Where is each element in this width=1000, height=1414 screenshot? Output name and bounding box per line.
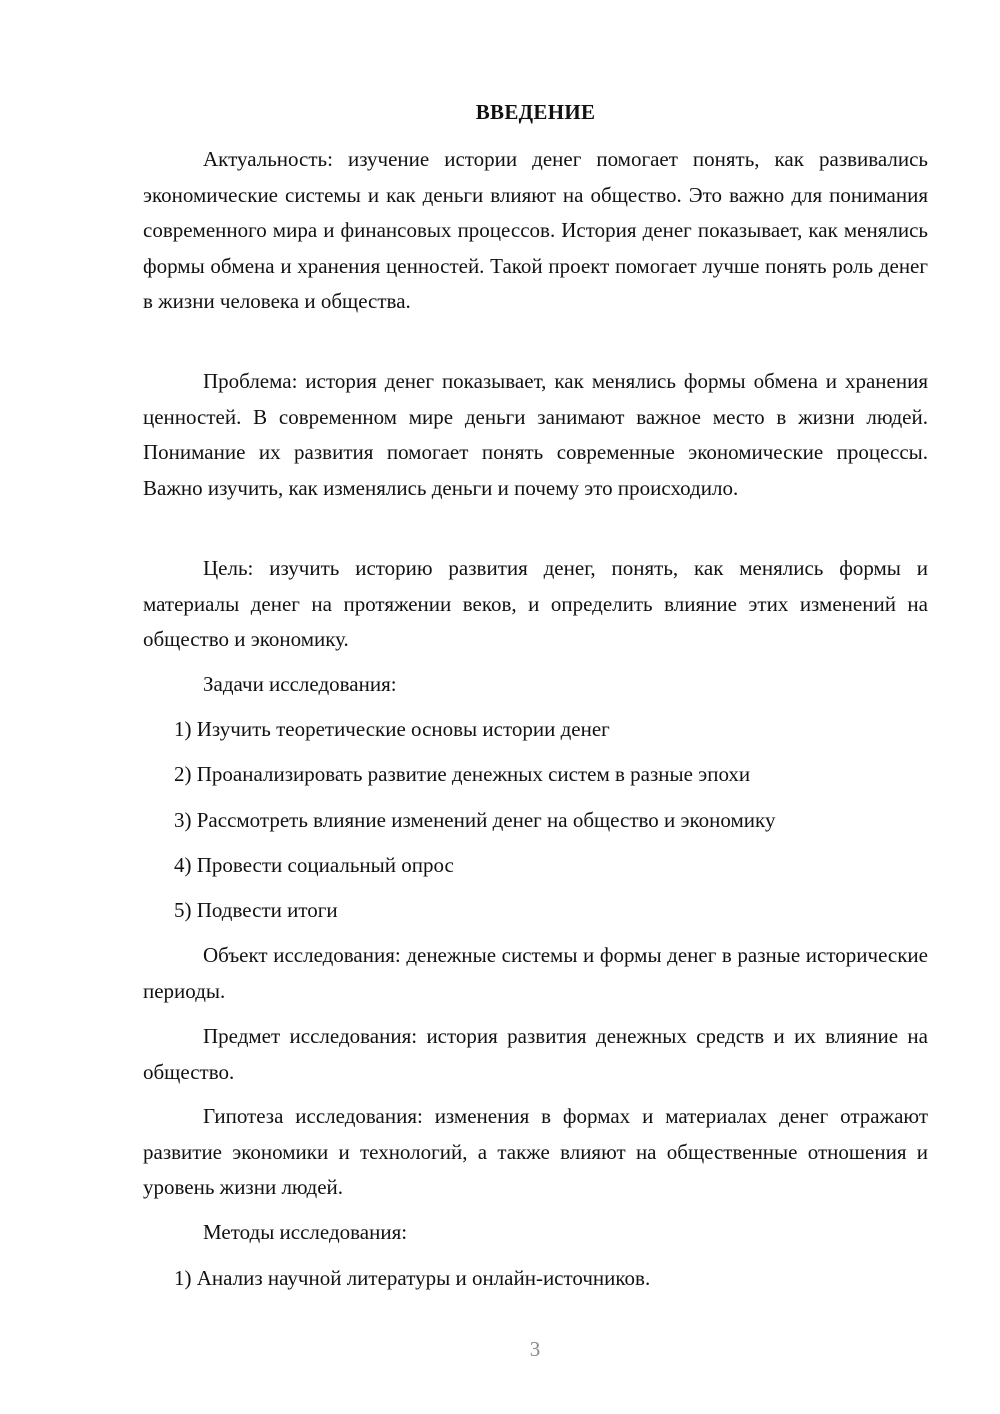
- paragraph-object: Объект исследования: денежные системы и формы денег в разные исторические периоды.: [143, 943, 928, 1003]
- task-item-2: 2) Проанализировать развитие денежных систем в разные эпохи: [174, 762, 751, 786]
- paragraph-relevance: Актуальность: изучение истории денег помогает понять, как развивались экономические системы и как деньги влияют на общество. Это важно для понимания современного мира и финансовых процессов. История денег показывает, как менялись формы обмена и хранения ценностей. Такой проект помогает лучше понять роль денег в жизни человека и общества.: [143, 147, 928, 314]
- page-number: 3: [529, 1337, 541, 1361]
- paragraph-problem: Проблема: история денег показывает, как менялись формы обмена и хранения ценностей. В современном мире деньги занимают важное место в жизни людей. Понимание их развития помогает понять современные экономические процессы. Важно изучить, как изменялись деньги и почему это происходило.: [143, 369, 928, 500]
- task-item-4: 4) Провести социальный опрос: [174, 853, 454, 877]
- method-item-1: 1) Анализ научной литературы и онлайн-источников.: [174, 1266, 651, 1290]
- tasks-heading: Задачи исследования:: [203, 672, 397, 696]
- paragraph-hypothesis: Гипотеза исследования: изменения в формах и материалах денег отражают развитие экономики и технологий, а также влияют на общественные отношения и уровень жизни людей.: [143, 1104, 928, 1200]
- paragraph-goal: Цель: изучить историю развития денег, понять, как менялись формы и материалы денег на протяжении веков, и определить влияние этих изменений на общество и экономику.: [143, 556, 928, 652]
- task-item-5: 5) Подвести итоги: [174, 898, 338, 922]
- paragraph-subject: Предмет исследования: история развития денежных средств и их влияние на общество.: [143, 1024, 928, 1084]
- task-item-3: 3) Рассмотреть влияние изменений денег на общество и экономику: [174, 808, 776, 832]
- task-item-1: 1) Изучить теоретические основы истории денег: [174, 717, 610, 741]
- methods-heading: Методы исследования:: [203, 1220, 408, 1244]
- page-title: ВВЕДЕНИЕ: [475, 100, 596, 124]
